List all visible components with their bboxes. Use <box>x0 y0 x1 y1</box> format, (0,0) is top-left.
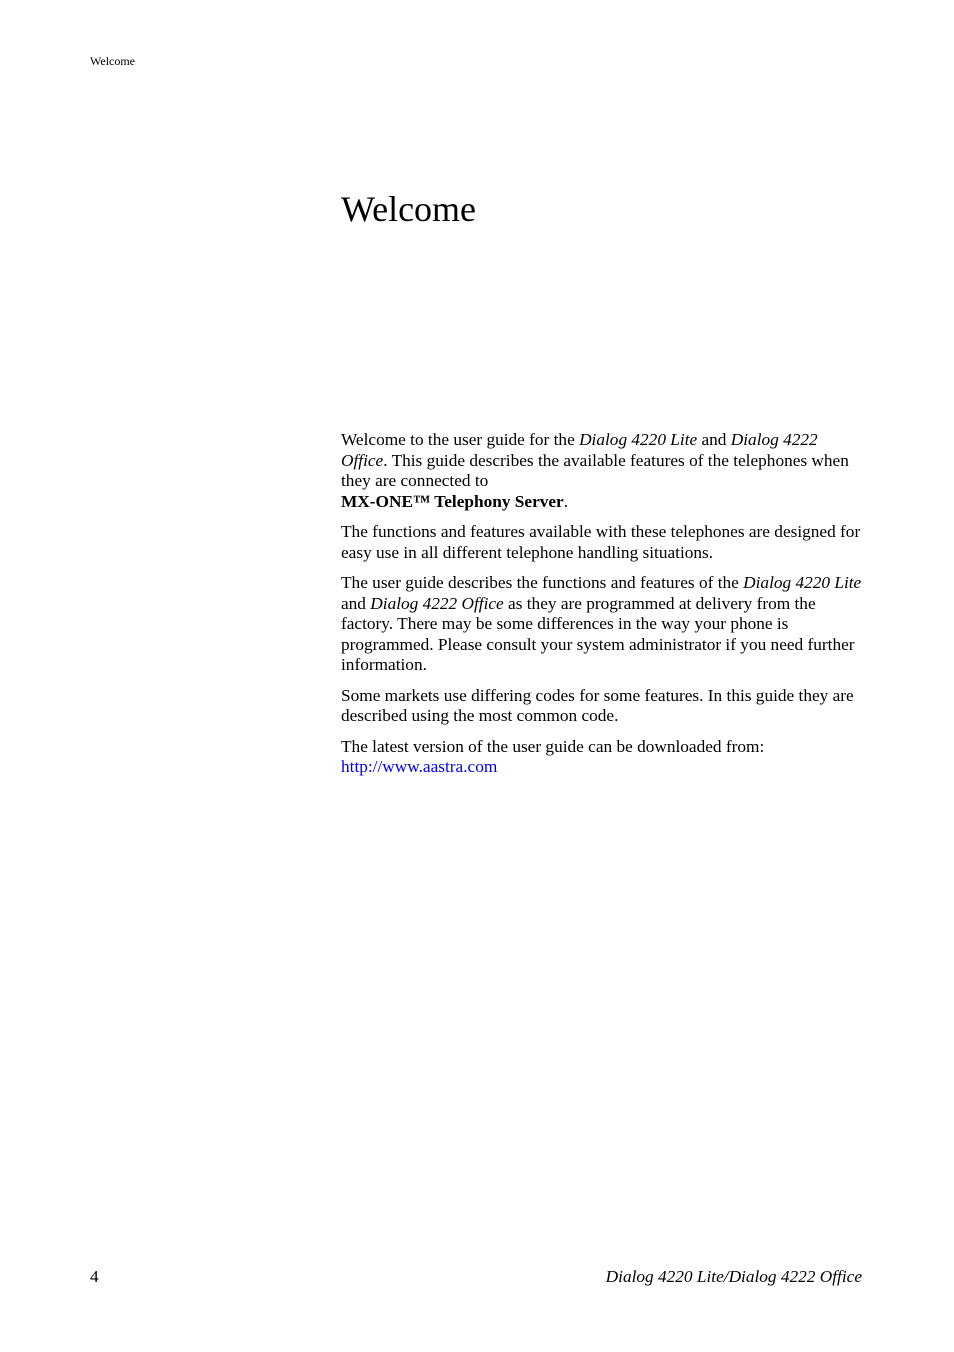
product-name-office: Dialog 4222 Office <box>341 430 818 470</box>
page-title: Welcome <box>341 189 477 229</box>
server-name: MX-ONE™ Telephony Server <box>341 491 564 511</box>
features-text-2: and <box>341 593 371 613</box>
intro-text-2: and <box>697 430 731 449</box>
features-paragraph <box>341 573 866 676</box>
product-name-lite: Dialog 4220 Lite <box>579 430 698 449</box>
markets-paragraph: Some markets use differing codes for some features. In this guide they are described using the most common code. <box>341 685 854 725</box>
running-header: Welcome <box>90 54 136 68</box>
intro-paragraph <box>341 430 866 512</box>
intro-text-4: . <box>563 491 569 511</box>
intro-text-3: . This guide describes the available features of the telephones when they are connected to <box>341 450 849 490</box>
product-name-lite: Dialog 4220 Lite <box>743 573 862 592</box>
running-footer: Dialog 4220 Lite/Dialog 4222 Office <box>605 1267 862 1286</box>
download-paragraph <box>341 737 866 778</box>
intro-text-1: Welcome to the user guide for the <box>341 430 580 449</box>
body-text <box>341 430 866 788</box>
page-number: 4 <box>90 1267 99 1286</box>
product-name-office: Dialog 4222 Office <box>370 593 504 613</box>
download-link[interactable]: http://www.aastra.com <box>341 757 498 776</box>
features-text-1: The user guide describes the functions and features of the <box>341 573 744 592</box>
download-text: The latest version of the user guide can be downloaded from: <box>341 736 765 756</box>
features-text-3: as they are programmed at delivery from the factory. There may be some differences in the way your phone is programmed. Please consult your system administrator if you need further information. <box>341 593 855 674</box>
functions-paragraph: The functions and features available with these telephones are designed for easy use in all different telephone handling situations. <box>341 522 861 562</box>
